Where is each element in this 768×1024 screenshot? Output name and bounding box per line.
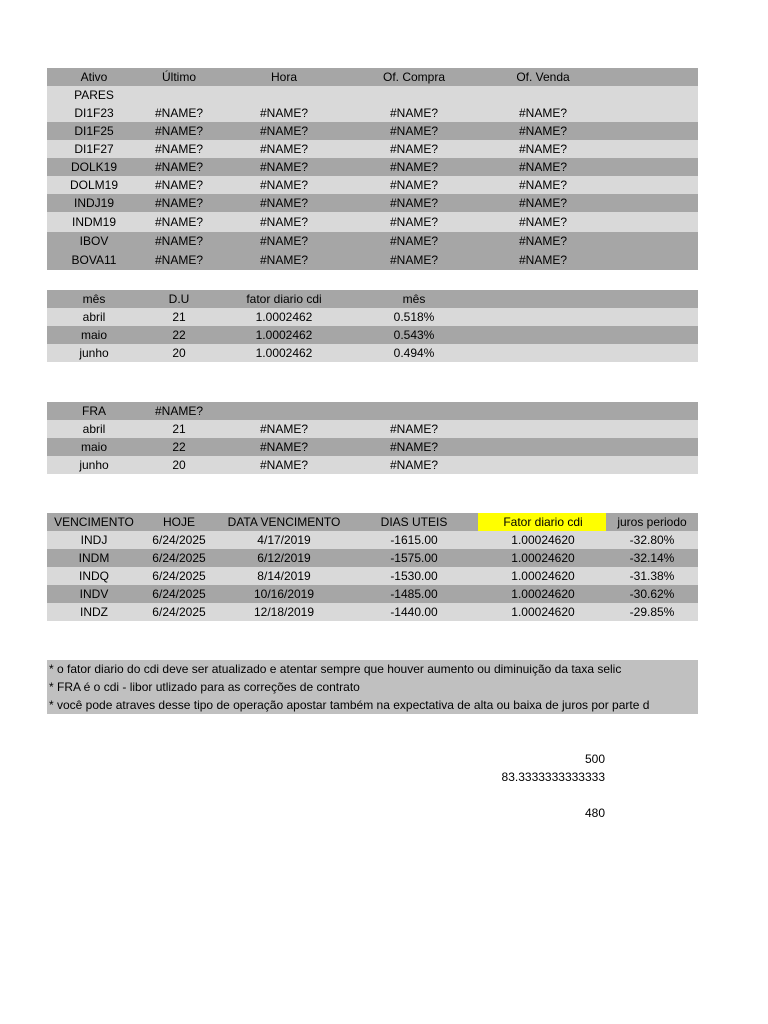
cell-b[interactable]: #NAME? [389,422,439,436]
cell-dias[interactable]: -1440.00 [390,605,438,619]
cell-juros[interactable]: -32.14% [629,551,675,565]
quotes-table [47,68,698,270]
cell-dias[interactable]: -1615.00 [390,533,438,547]
cell-ativo[interactable]: IBOV [79,234,109,248]
table-row [47,567,698,585]
value-cell[interactable]: 500 [584,752,605,766]
table-row [47,104,698,122]
vencimento-table [47,513,698,621]
cell-a[interactable]: #NAME? [259,422,309,436]
cell-juros[interactable]: -29.85% [629,605,675,619]
cell-ativo[interactable]: DI1F27 [74,142,114,156]
fra-table [47,402,698,474]
cell-ultimo[interactable]: #NAME? [154,253,204,267]
cell-dias[interactable]: -1530.00 [390,569,438,583]
pares-label[interactable]: PARES [74,88,114,102]
cell-ultimo[interactable]: #NAME? [154,160,204,174]
cell-compra[interactable]: #NAME? [389,124,439,138]
table-row [47,212,698,232]
cell-data[interactable]: 6/12/2019 [257,551,311,565]
value-cell[interactable]: 480 [584,806,605,820]
cell-compra[interactable]: #NAME? [389,178,439,192]
table-row [47,326,698,344]
header-mes[interactable]: mês [82,292,106,306]
cell-compra[interactable]: #NAME? [389,196,439,210]
note-line[interactable]: * FRA é o cdi - libor utlizado para as correções de contrato [49,680,360,694]
cell-fator[interactable]: 1.00024620 [511,551,575,565]
cell-compra[interactable]: #NAME? [389,160,439,174]
cell-b[interactable]: #NAME? [389,458,439,472]
cell-compra[interactable]: #NAME? [389,106,439,120]
table-row [47,438,698,456]
cell-ultimo[interactable]: #NAME? [154,124,204,138]
header-ativo[interactable]: Ativo [80,70,108,84]
table-row [47,603,698,621]
table-row [47,531,698,549]
cell-data[interactable]: 4/17/2019 [257,533,311,547]
cell-compra[interactable]: #NAME? [389,215,439,229]
header-data-vencimento[interactable]: DATA VENCIMENTO [227,515,341,529]
cell-fator[interactable]: 1.00024620 [511,533,575,547]
cell-hora[interactable]: #NAME? [259,196,309,210]
cdi-header-row [47,290,698,308]
cell-fator[interactable]: 1.0002462 [255,310,313,324]
cell-fator[interactable]: 1.0002462 [255,346,313,360]
fra-value[interactable]: #NAME? [154,404,204,418]
cell-hora[interactable]: #NAME? [259,215,309,229]
cell-ultimo[interactable]: #NAME? [154,106,204,120]
notes-block [47,660,698,714]
cell-mes[interactable]: junho [79,458,109,472]
cell-venda[interactable]: #NAME? [518,106,568,120]
cdi-table [47,290,698,362]
cell-hora[interactable]: #NAME? [259,124,309,138]
header-mes-pct[interactable]: mês [402,292,426,306]
header-vencimento[interactable]: VENCIMENTO [54,515,134,529]
vencimento-header-row [47,513,698,531]
cell-hoje[interactable]: 6/24/2025 [152,605,206,619]
cell-du[interactable]: 20 [172,346,186,360]
cell-vencimento[interactable]: INDJ [80,533,108,547]
table-row [47,158,698,176]
cell-hora[interactable]: #NAME? [259,178,309,192]
header-du[interactable]: D.U [168,292,190,306]
cell-fator[interactable]: 1.00024620 [511,587,575,601]
cell-a[interactable]: #NAME? [259,458,309,472]
cell-data[interactable]: 12/18/2019 [253,605,315,619]
cell-pct[interactable]: 0.518% [393,310,435,324]
cell-venda[interactable]: #NAME? [518,142,568,156]
header-dias-uteis[interactable]: DIAS UTEIS [380,515,448,529]
cell-a[interactable]: #NAME? [259,440,309,454]
cell-du[interactable]: 22 [172,328,186,342]
cell-hora[interactable]: #NAME? [259,106,309,120]
cell-ativo[interactable]: INDJ19 [73,196,115,210]
cell-ultimo[interactable]: #NAME? [154,196,204,210]
cell-mes[interactable]: maio [80,328,108,342]
cell-ultimo[interactable]: #NAME? [154,142,204,156]
cell-du[interactable]: 20 [172,458,186,472]
cell-juros[interactable]: -32.80% [629,533,675,547]
cell-ativo[interactable]: DI1F23 [74,106,114,120]
table-row [47,122,698,140]
cell-venda[interactable]: #NAME? [518,234,568,248]
cell-hoje[interactable]: 6/24/2025 [152,551,206,565]
table-row [47,585,698,603]
cell-du[interactable]: 21 [172,310,186,324]
cell-ultimo[interactable]: #NAME? [154,215,204,229]
cell-du[interactable]: 21 [172,422,186,436]
cell-ativo[interactable]: DOLM19 [69,178,119,192]
cell-hora[interactable]: #NAME? [259,142,309,156]
header-of-compra[interactable]: Of. Compra [382,70,446,84]
cell-fator[interactable]: 1.00024620 [511,569,575,583]
cell-data[interactable]: 8/14/2019 [257,569,311,583]
cell-venda[interactable]: #NAME? [518,178,568,192]
cell-ativo[interactable]: DI1F25 [74,124,114,138]
fra-header-row [47,402,698,420]
table-row [47,308,698,326]
cell-venda[interactable]: #NAME? [518,196,568,210]
cell-ativo[interactable]: BOVA11 [71,253,117,267]
cell-mes[interactable]: maio [80,440,108,454]
header-ultimo[interactable]: Último [161,70,197,84]
table-row [47,344,698,362]
table-row [47,232,698,251]
cell-juros[interactable]: -30.62% [629,587,675,601]
header-fator-diario-cdi[interactable]: fator diario cdi [246,292,322,306]
cell-hoje[interactable]: 6/24/2025 [152,533,206,547]
table-row [47,456,698,474]
cell-mes[interactable]: abril [82,310,106,324]
cell-vencimento[interactable]: INDQ [79,569,109,583]
cell-compra[interactable]: #NAME? [389,234,439,248]
cell-compra[interactable]: #NAME? [389,253,439,267]
cell-mes[interactable]: abril [82,422,106,436]
table-row [47,176,698,194]
cell-mes[interactable]: junho [79,346,109,360]
cell-vencimento[interactable]: INDZ [80,605,108,619]
table-row [47,420,698,438]
note-line[interactable]: * você pode atraves desse tipo de operação apostar também na expectativa de alta ou baixa de juros por parte d [49,698,650,712]
header-hora[interactable]: Hora [270,70,298,84]
cell-fator[interactable]: 1.00024620 [511,605,575,619]
table-row [47,251,698,270]
table-row [47,549,698,567]
cell-vencimento[interactable]: INDM [78,551,110,565]
cell-dias[interactable]: -1575.00 [390,551,438,565]
quotes-header-row [47,68,698,86]
cell-ativo[interactable]: INDM19 [71,215,117,229]
cell-ativo[interactable]: DOLK19 [70,160,118,174]
cell-hora[interactable]: #NAME? [259,160,309,174]
cell-hora[interactable]: #NAME? [259,253,309,267]
header-of-venda[interactable]: Of. Venda [516,70,570,84]
header-fator-diario-cdi[interactable]: Fator diario cdi [503,515,583,529]
pares-label-row [47,86,698,104]
header-juros-periodo[interactable]: juros periodo [617,515,687,529]
cell-hoje[interactable]: 6/24/2025 [152,569,206,583]
cell-dias[interactable]: -1485.00 [390,587,438,601]
header-hoje[interactable]: HOJE [162,515,196,529]
cell-hoje[interactable]: 6/24/2025 [152,587,206,601]
cell-ultimo[interactable]: #NAME? [154,178,204,192]
cell-vencimento[interactable]: INDV [79,587,109,601]
cell-venda[interactable]: #NAME? [518,160,568,174]
table-row [47,140,698,158]
cell-ultimo[interactable]: #NAME? [154,234,204,248]
cell-hora[interactable]: #NAME? [259,234,309,248]
cell-fator[interactable]: 1.0002462 [255,328,313,342]
cell-juros[interactable]: -31.38% [629,569,675,583]
note-line[interactable]: * o fator diario do cdi deve ser atualizado e atentar sempre que houver aumento ou diminuição da taxa selic [49,662,622,676]
table-row [47,194,698,212]
cell-compra[interactable]: #NAME? [389,142,439,156]
cell-data[interactable]: 10/16/2019 [253,587,315,601]
cell-pct[interactable]: 0.494% [393,346,435,360]
cell-b[interactable]: #NAME? [389,440,439,454]
cell-venda[interactable]: #NAME? [518,124,568,138]
fra-label[interactable]: FRA [82,404,106,418]
cell-pct[interactable]: 0.543% [393,328,435,342]
value-cell[interactable]: 83.3333333333333 [501,770,605,784]
cell-venda[interactable]: #NAME? [518,215,568,229]
cell-venda[interactable]: #NAME? [518,253,568,267]
cell-du[interactable]: 22 [172,440,186,454]
